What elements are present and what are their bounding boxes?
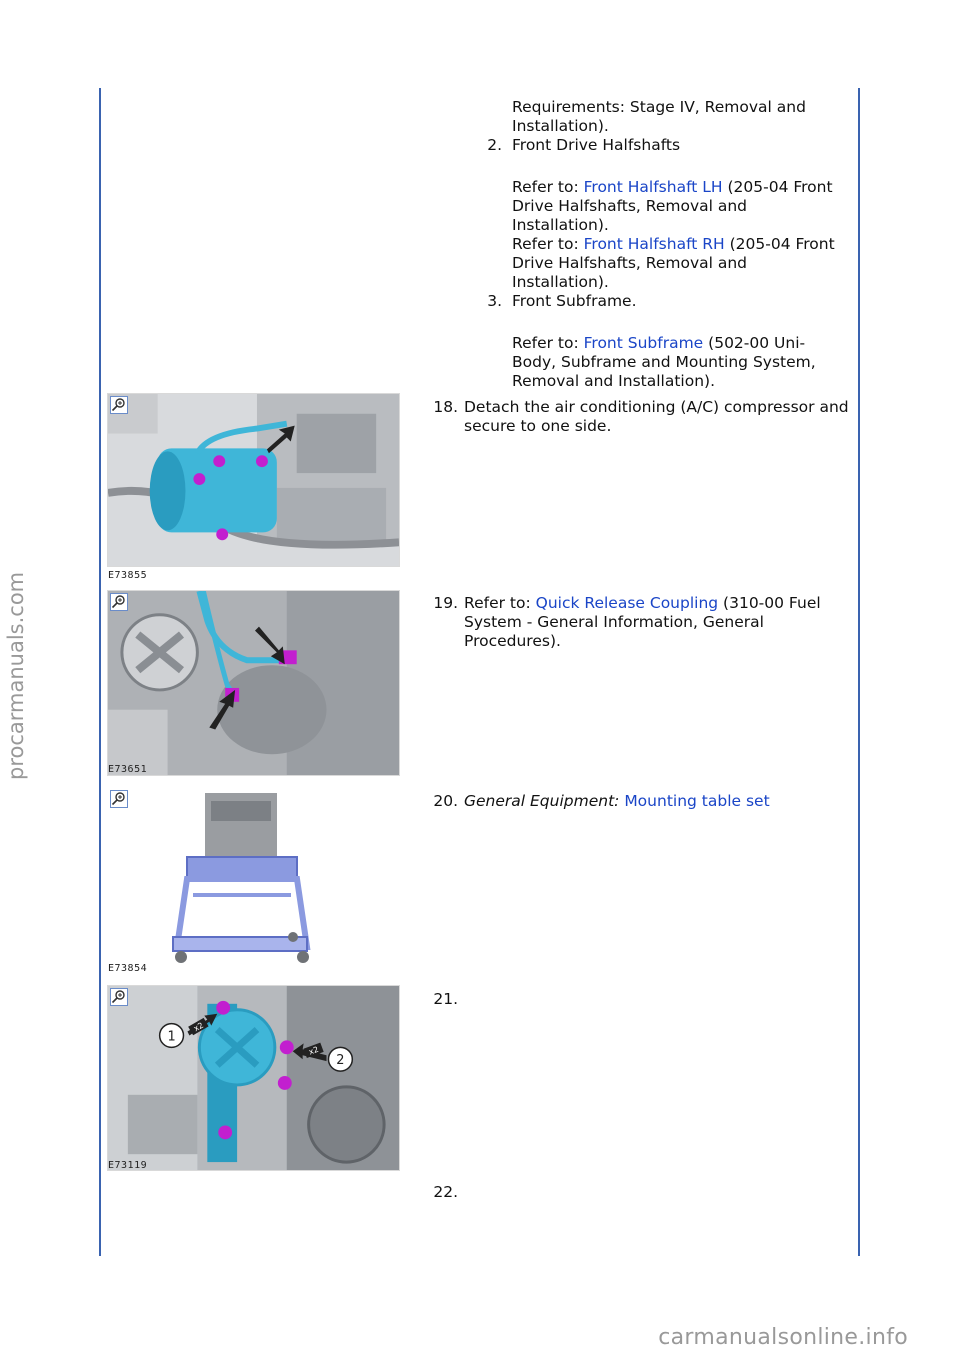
- reference-line: Installation).: [512, 216, 609, 234]
- zoom-in-icon[interactable]: [110, 988, 128, 1006]
- callout-2: 2: [336, 1053, 345, 1069]
- reference-line: [512, 235, 835, 254]
- callout-1: 1: [167, 1029, 176, 1045]
- substep-title: Front Drive Halfshafts: [512, 136, 681, 154]
- substep-title: Front Subframe.: [512, 292, 637, 310]
- step-text-line: [464, 792, 770, 811]
- link-front-halfshaft-rh[interactable]: Front Halfshaft RH: [583, 235, 725, 253]
- figure-id: E73651: [108, 764, 148, 775]
- qty-label: x2: [192, 1020, 206, 1034]
- link-mounting-table-set[interactable]: Mounting table set: [624, 792, 770, 810]
- substep-number: 3.: [487, 292, 502, 310]
- reference-suffix: (310-00 Fuel: [718, 594, 821, 612]
- link-front-subframe[interactable]: Front Subframe: [583, 334, 704, 352]
- zoom-in-icon[interactable]: [110, 396, 128, 414]
- reference-suffix: (205-04 Front: [724, 235, 835, 253]
- step-text-line: secure to one side.: [464, 417, 612, 435]
- figure-id: E73854: [108, 963, 148, 974]
- step-text-line: Procedures).: [464, 632, 561, 650]
- reference-prefix: Refer to:: [512, 334, 584, 352]
- step-number: 22.: [433, 1183, 458, 1201]
- reference-prefix: Refer to:: [512, 235, 584, 253]
- figure-id: E73855: [108, 570, 148, 581]
- link-quick-release-coupling[interactable]: Quick Release Coupling: [535, 594, 719, 612]
- step-number: 18.: [433, 398, 458, 416]
- figure-fuel-filter-bracket[interactable]: [107, 985, 400, 1171]
- reference-line: Drive Halfshafts, Removal and: [512, 197, 748, 215]
- continuation-line-1: Requirements: Stage IV, Removal and: [512, 98, 806, 116]
- figure-id: E73119: [108, 1160, 148, 1171]
- reference-line: [512, 334, 805, 353]
- link-front-halfshaft-lh[interactable]: Front Halfshaft LH: [583, 178, 723, 196]
- illustration-mounting-table: [107, 787, 400, 973]
- zoom-in-icon[interactable]: [110, 593, 128, 611]
- left-margin-rule: [99, 88, 101, 1256]
- continuation-line-2: Installation).: [512, 117, 609, 135]
- reference-prefix: Refer to:: [464, 594, 536, 612]
- illustration-ac-compressor: [108, 394, 399, 566]
- reference-line: Removal and Installation).: [512, 372, 716, 390]
- reference-suffix: (205-04 Front: [722, 178, 833, 196]
- reference-line: Installation).: [512, 273, 609, 291]
- reference-line: Body, Subframe and Mounting System,: [512, 353, 816, 371]
- right-margin-rule: [858, 88, 860, 1256]
- substep-number: 2.: [487, 136, 502, 154]
- step-number: 20.: [433, 792, 458, 810]
- reference-prefix: Refer to:: [512, 178, 584, 196]
- side-watermark: procarmanuals.com: [4, 571, 28, 780]
- figure-mounting-table[interactable]: [107, 787, 400, 973]
- step-text-line: Detach the air conditioning (A/C) compressor and: [464, 398, 849, 416]
- zoom-in-icon[interactable]: [110, 790, 128, 808]
- reference-line: Drive Halfshafts, Removal and: [512, 254, 748, 272]
- general-equipment-label: General Equipment:: [464, 792, 620, 810]
- step-number: 21.: [433, 990, 458, 1008]
- step-text-line: [464, 594, 821, 613]
- bottom-watermark: carmanualsonline.info: [658, 1325, 908, 1350]
- step-number: 19.: [433, 594, 458, 612]
- step-text-line: System - General Information, General: [464, 613, 764, 631]
- reference-line: [512, 178, 833, 197]
- reference-suffix: (502-00 Uni-: [703, 334, 806, 352]
- qty-label: x2: [307, 1044, 320, 1057]
- figure-ac-compressor[interactable]: [107, 393, 400, 567]
- illustration-fuel-filter-bracket: [108, 986, 399, 1170]
